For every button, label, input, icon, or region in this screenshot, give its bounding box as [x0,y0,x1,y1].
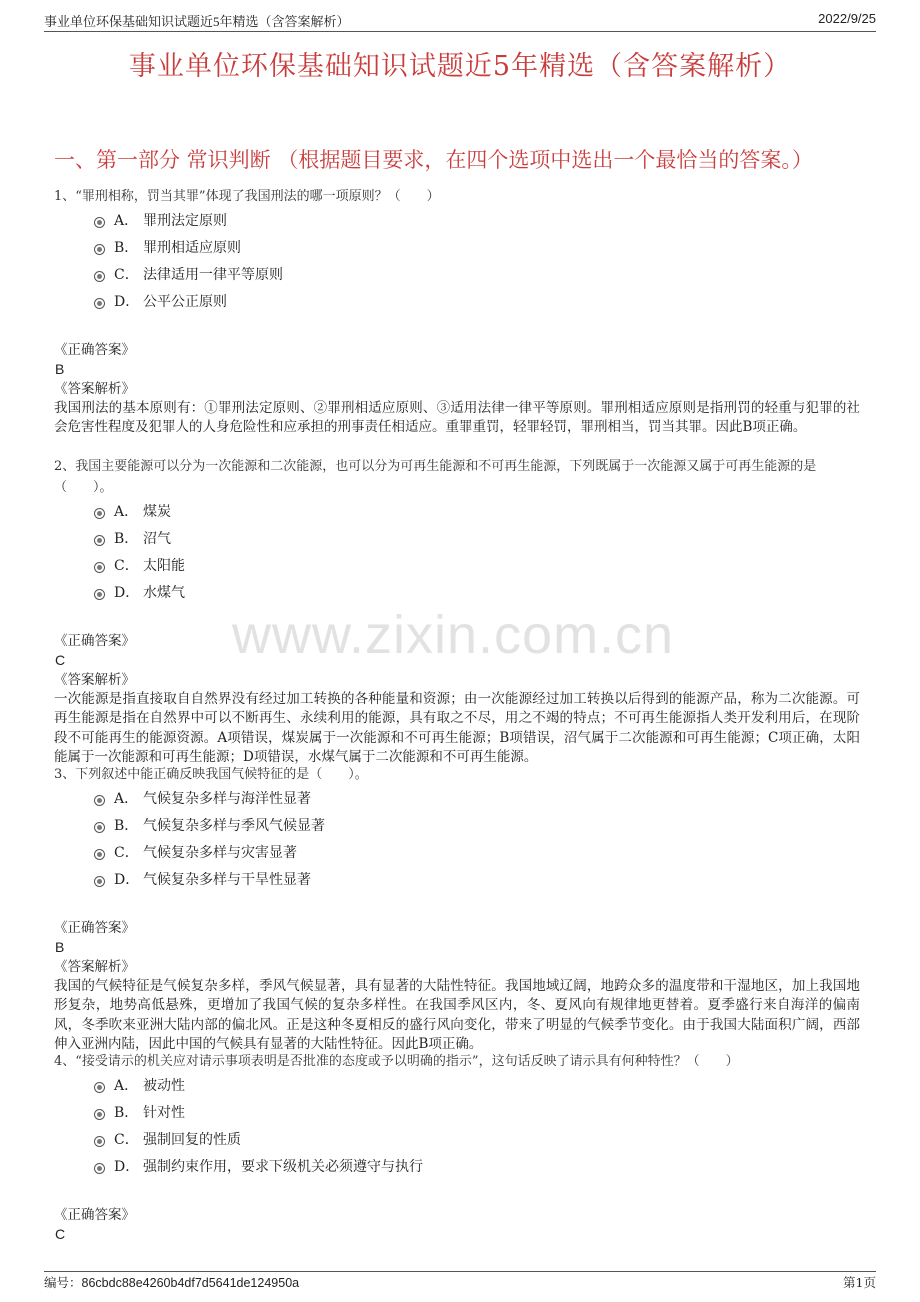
answer-analysis: 我国的气候特征是气候复杂多样，季风气候显著，具有显著的大陆性特征。我国地域辽阔，地跨众多的温度带和干湿地区，加上我国地形复杂，地势高低悬殊，更增加了我国气候的复杂多样性。在我国季风区内，冬、夏风向有规律地更替着。夏季盛行来自海洋的偏南风，冬季吹来亚洲大陆内部的偏北风。正是这种冬夏相反的盛行风向变化，带来了明显的气候季节变化。由于我国大陆面积广阔，西部伸入亚洲内陆，因此中国的气候具有显著的大陆性特征。因此B项正确。 [54,978,860,1053]
answer-label: 《正确答案》 [54,342,135,358]
answer-label: 《正确答案》 [54,633,135,649]
option-text: 气候复杂多样与季风气候显著 [143,818,325,834]
option-letter: C． [114,558,139,574]
header-date: 2022/9/25 [818,11,876,26]
correct-answer: C [55,1226,66,1242]
question-2 [54,456,860,768]
option-letter: D． [114,294,140,310]
radio-icon[interactable] [94,298,105,309]
option-letter: D． [114,585,140,601]
option-letter: B． [114,1105,139,1121]
option-letter: C． [114,845,139,861]
radio-icon[interactable] [94,589,105,600]
question-3 [54,764,860,1055]
radio-icon[interactable] [94,244,105,255]
answer-analysis: 我国刑法的基本原则有：①罪刑法定原则、②罪刑相适应原则、③适用法律一律平等原则。罪刑相适应原则是指刑罚的轻重与犯罪的社会危害性程度及犯罪人的人身危险性和应承担的刑事责任相适应。重罪重罚，轻罪轻罚，罪刑相当，罚当其罪。因此B项正确。 [54,400,860,436]
correct-answer: B [55,361,65,377]
radio-icon[interactable] [94,535,105,546]
option-letter: C． [114,267,139,283]
option-b[interactable] [54,1102,860,1129]
option-b[interactable] [54,237,860,264]
option-text: 强制回复的性质 [143,1132,241,1148]
option-letter: A． [114,213,139,229]
option-text: 罪刑相适应原则 [143,240,241,256]
option-letter: C． [114,1132,139,1148]
question-text: 1、“罪刑相称，罚当其罪”体现了我国刑法的哪一项原则？（ ） [54,189,440,204]
option-text: 被动性 [143,1078,185,1094]
radio-icon[interactable] [94,849,105,860]
correct-answer: B [55,939,65,955]
option-d[interactable] [54,1156,860,1183]
option-letter: A． [114,504,139,520]
option-text: 沼气 [143,531,171,547]
page-number: 第1页 [843,1275,876,1290]
radio-icon[interactable] [94,1109,105,1120]
section-title: 一、第一部分 常识判断 （根据题目要求，在四个选项中选出一个最恰当的答案。） [54,148,813,172]
option-text: 太阳能 [143,558,185,574]
option-a[interactable] [54,501,860,528]
option-text: 法律适用一律平等原则 [143,267,283,283]
option-d[interactable] [54,291,860,318]
option-text: 气候复杂多样与干旱性显著 [143,872,311,888]
option-text: 罪刑法定原则 [143,213,227,229]
option-text: 气候复杂多样与海洋性显著 [143,791,311,807]
option-text: 水煤气 [143,585,185,601]
option-letter: D． [114,872,140,888]
question-1 [54,186,860,438]
page-title: 事业单位环保基础知识试题近5年精选（含答案解析） [128,51,792,82]
option-b[interactable] [54,528,860,555]
option-text: 针对性 [143,1105,185,1121]
option-text: 公平公正原则 [143,294,227,310]
analysis-label: 《答案解析》 [54,959,135,975]
page-header [44,11,876,31]
analysis-label: 《答案解析》 [54,672,135,688]
footer-code-value: 86cbdc88e4260b4df7d5641de124950a [81,1276,300,1290]
option-a[interactable] [54,210,860,237]
correct-answer: C [55,652,66,668]
question-4 [54,1051,860,1244]
option-text: 煤炭 [143,504,171,520]
footer-code-prefix: 编号： [44,1275,82,1290]
radio-icon[interactable] [94,822,105,833]
option-a[interactable] [54,1075,860,1102]
radio-icon[interactable] [94,1082,105,1093]
option-letter: B． [114,818,139,834]
question-text: 2、我国主要能源可以分为一次能源和二次能源，也可以分为可再生能源和不可再生能源，下列既属于一次能源又属于可再生能源的是（ ）。 [54,459,817,495]
option-c[interactable] [54,842,860,869]
page-footer [44,1273,876,1293]
analysis-label: 《答案解析》 [54,381,135,397]
option-a[interactable] [54,788,860,815]
option-letter: B． [114,240,139,256]
answer-label: 《正确答案》 [54,920,135,936]
answer-label: 《正确答案》 [54,1207,135,1223]
option-b[interactable] [54,815,860,842]
radio-icon[interactable] [94,1136,105,1147]
radio-icon[interactable] [94,795,105,806]
option-c[interactable] [54,555,860,582]
footer-code [44,1273,299,1291]
header-divider [44,31,876,32]
radio-icon[interactable] [94,562,105,573]
answer-analysis: 一次能源是指直接取自自然界没有经过加工转换的各种能量和资源；由一次能源经过加工转换以后得到的能源产品，称为二次能源。可再生能源是指在自然界中可以不断再生、永续利用的能源，具有取之不尽，用之不竭的特点；不可再生能源指人类开发利用后，在现阶段不可能再生的能源资源。A项错误，煤炭属于一次能源和不可再生能源；B项错误，沼气属于二次能源和可再生能源；C项正确，太阳能属于一次能源和可再生能源；D项错误，水煤气属于二次能源和不可再生能源。 [54,691,860,766]
option-d[interactable] [54,869,860,896]
question-text: 3、下列叙述中能正确反映我国气候特征的是（ ）。 [54,767,368,782]
option-letter: A． [114,1078,139,1094]
watermark: www.zixin.com.cn [232,605,675,665]
radio-icon[interactable] [94,271,105,282]
option-d[interactable] [54,582,860,609]
footer-divider [44,1271,876,1272]
option-text: 气候复杂多样与灾害显著 [143,845,297,861]
question-text: 4、“接受请示的机关应对请示事项表明是否批准的态度或予以明确的指示”，这句话反映了请示具有何种特性？（ ） [54,1054,739,1069]
radio-icon[interactable] [94,217,105,228]
header-doc-title: 事业单位环保基础知识试题近5年精选（含答案解析） [44,14,350,29]
option-letter: A． [114,791,139,807]
option-c[interactable] [54,264,860,291]
option-letter: D． [114,1159,140,1175]
radio-icon[interactable] [94,508,105,519]
radio-icon[interactable] [94,1163,105,1174]
option-letter: B． [114,531,139,547]
option-text: 强制约束作用，要求下级机关必须遵守与执行 [143,1159,423,1175]
radio-icon[interactable] [94,876,105,887]
option-c[interactable] [54,1129,860,1156]
